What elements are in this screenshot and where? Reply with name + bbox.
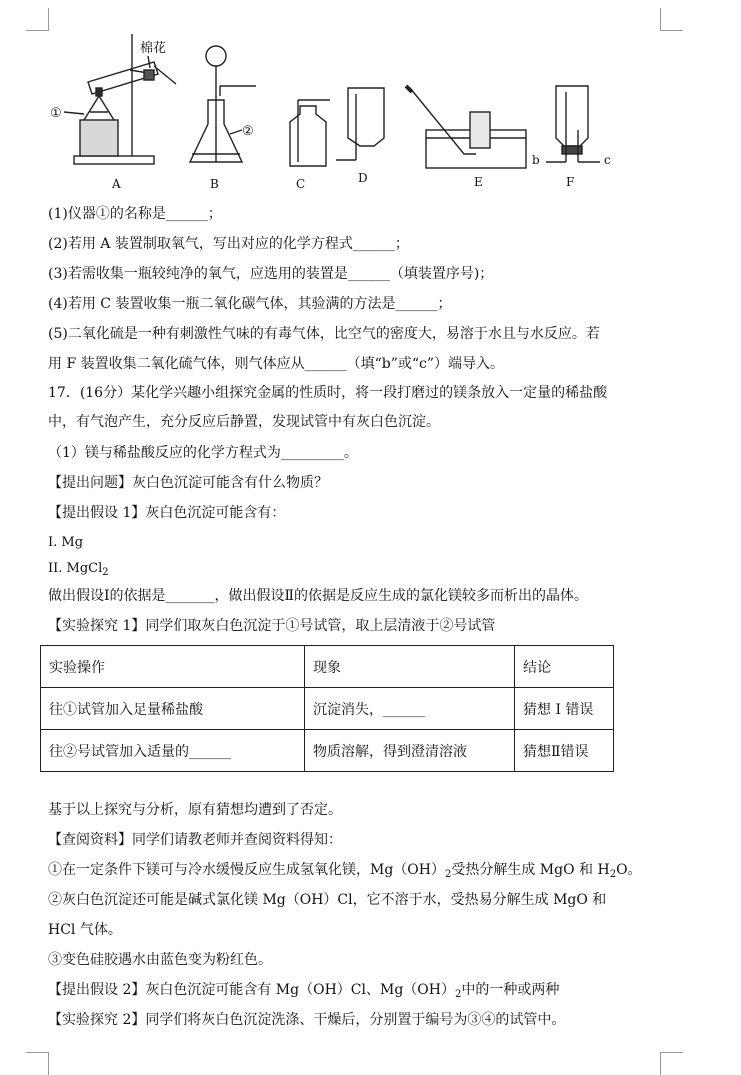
callout-two: ②	[242, 124, 254, 139]
header-conclusion: 结论	[515, 646, 614, 688]
label-d: D	[358, 171, 368, 185]
table-cell: 猜想 I 错误	[515, 688, 614, 730]
port-c-label: c	[604, 153, 611, 167]
callout-one: ①	[50, 106, 62, 121]
hypothesis-ii	[48, 560, 109, 582]
experiment-2-title: 【实验探究 2】同学们将灰白色沉淀洗涤、干燥后，分别置于编号为③④的试管中。	[48, 1012, 566, 1028]
table-row	[41, 688, 614, 730]
experiment-table	[40, 645, 614, 772]
corner-mark-top-right	[660, 8, 683, 31]
question-4: (4)若用 C 装置收集一瓶二氧化碳气体，其验满的方法是______；	[48, 296, 452, 312]
experiment-1-title: 【实验探究 1】同学们取灰白色沉淀于①号试管，取上层清液于②号试管	[48, 618, 496, 634]
raise-problem: 【提出问题】灰白色沉淀可能含有什么物质？	[48, 475, 328, 491]
apparatus-d	[336, 88, 384, 185]
label-b: B	[210, 177, 219, 191]
reference-1-part-b: 受热分解生成 MgO 和 H	[451, 862, 610, 878]
apparatus-e	[406, 86, 526, 189]
hypothesis-2-subscript: 2	[454, 989, 462, 1000]
reference-1-subscript: 2	[444, 869, 452, 880]
corner-mark-top-left	[26, 8, 49, 31]
apparatus-figure	[44, 34, 624, 194]
table-cell: 沉淀消失，______	[305, 688, 515, 730]
corner-mark-bottom-right	[660, 1052, 683, 1075]
hypothesis-basis: 做出假设Ⅰ的依据是_______，做出假设Ⅱ的依据是反应生成的氯化镁较多而析出的晶体。	[48, 588, 589, 604]
hypothesis-i: I. Mg	[48, 535, 84, 550]
hypothesis-1-title: 【提出假设 1】灰白色沉淀可能含有：	[48, 505, 286, 521]
header-phenomenon: 现象	[305, 646, 515, 688]
header-operation: 实验操作	[41, 646, 305, 688]
table-row	[41, 730, 614, 772]
table-cell: 往②号试管加入适量的______	[41, 730, 305, 772]
label-a: A	[112, 177, 121, 191]
hypothesis-ii-subscript: 2	[102, 567, 109, 578]
corner-mark-bottom-left	[26, 1052, 49, 1075]
reference-1-subscript-h2: 2	[609, 869, 617, 880]
apparatus-drawing	[44, 34, 624, 194]
q17-intro-line-2: 中，有气泡产生，充分反应后静置，发现试管中有灰白色沉淀。	[48, 414, 440, 430]
hypothesis-2-part-b: 中的一种或两种	[461, 982, 560, 998]
hypothesis-ii-text: II. MgCl	[48, 561, 103, 576]
analysis-conclusion: 基于以上探究与分析，原有猜想均遭到了否定。	[48, 802, 342, 818]
hypothesis-2-part-a: 【提出假设 2】灰白色沉淀可能含有 Mg（OH）Cl、Mg（OH）	[48, 982, 455, 998]
hypothesis-2	[48, 981, 559, 1004]
reference-3: ③变色硅胶遇水由蓝色变为粉红色。	[48, 952, 272, 968]
apparatus-a	[50, 34, 176, 191]
question-5-line-1: (5)二氧化硫是一种有刺激性气味的有毒气体，比空气的密度大，易溶于水且与水反应。若	[48, 326, 600, 342]
table-header-row	[41, 646, 614, 688]
table-cell: 物质溶解，得到澄清溶液	[305, 730, 515, 772]
table-cell: 猜想Ⅱ错误	[515, 730, 614, 772]
table-cell: 往①试管加入足量稀盐酸	[41, 688, 305, 730]
q17-intro-line-1: 17．(16分）某化学兴趣小组探究金属的性质时，将一段打磨过的镁条放入一定量的稀盐酸	[48, 385, 608, 401]
apparatus-c	[290, 100, 330, 191]
question-5-line-2: 用 F 装置收集二氧化硫气体，则气体应从______（填“b”或“c”）端导入。	[48, 356, 505, 372]
reference-2-line-1: ②灰白色沉淀还可能是碱式氯化镁 Mg（OH）Cl，它不溶于水，受热易分解生成 MgO 和	[48, 892, 607, 908]
reference-1	[48, 861, 642, 884]
references-title: 【查阅资料】同学们请教老师并查阅资料得知：	[48, 832, 342, 848]
question-2: (2)若用 A 装置制取氧气，写出对应的化学方程式______；	[48, 236, 409, 252]
q17-subquestion-1: （1）镁与稀盐酸反应的化学方程式为_________。	[48, 445, 358, 461]
label-c: C	[296, 177, 306, 191]
label-e: E	[474, 175, 483, 189]
label-f: F	[566, 175, 575, 189]
reference-1-part-a: ①在一定条件下镁可与冷水缓慢反应生成氢氧化镁，Mg（OH）	[48, 862, 445, 878]
cotton-label: 棉花	[140, 41, 167, 56]
reference-2-line-2: HCl 气体。	[48, 922, 122, 938]
apparatus-f	[532, 86, 611, 189]
apparatus-b	[190, 46, 256, 191]
question-1: (1)仪器①的名称是______；	[48, 206, 222, 222]
reference-1-part-c: O。	[616, 862, 642, 878]
question-3: (3)若需收集一瓶较纯净的氧气，应选用的装置是______（填装置序号)；	[48, 266, 494, 282]
port-b-label: b	[532, 153, 540, 167]
